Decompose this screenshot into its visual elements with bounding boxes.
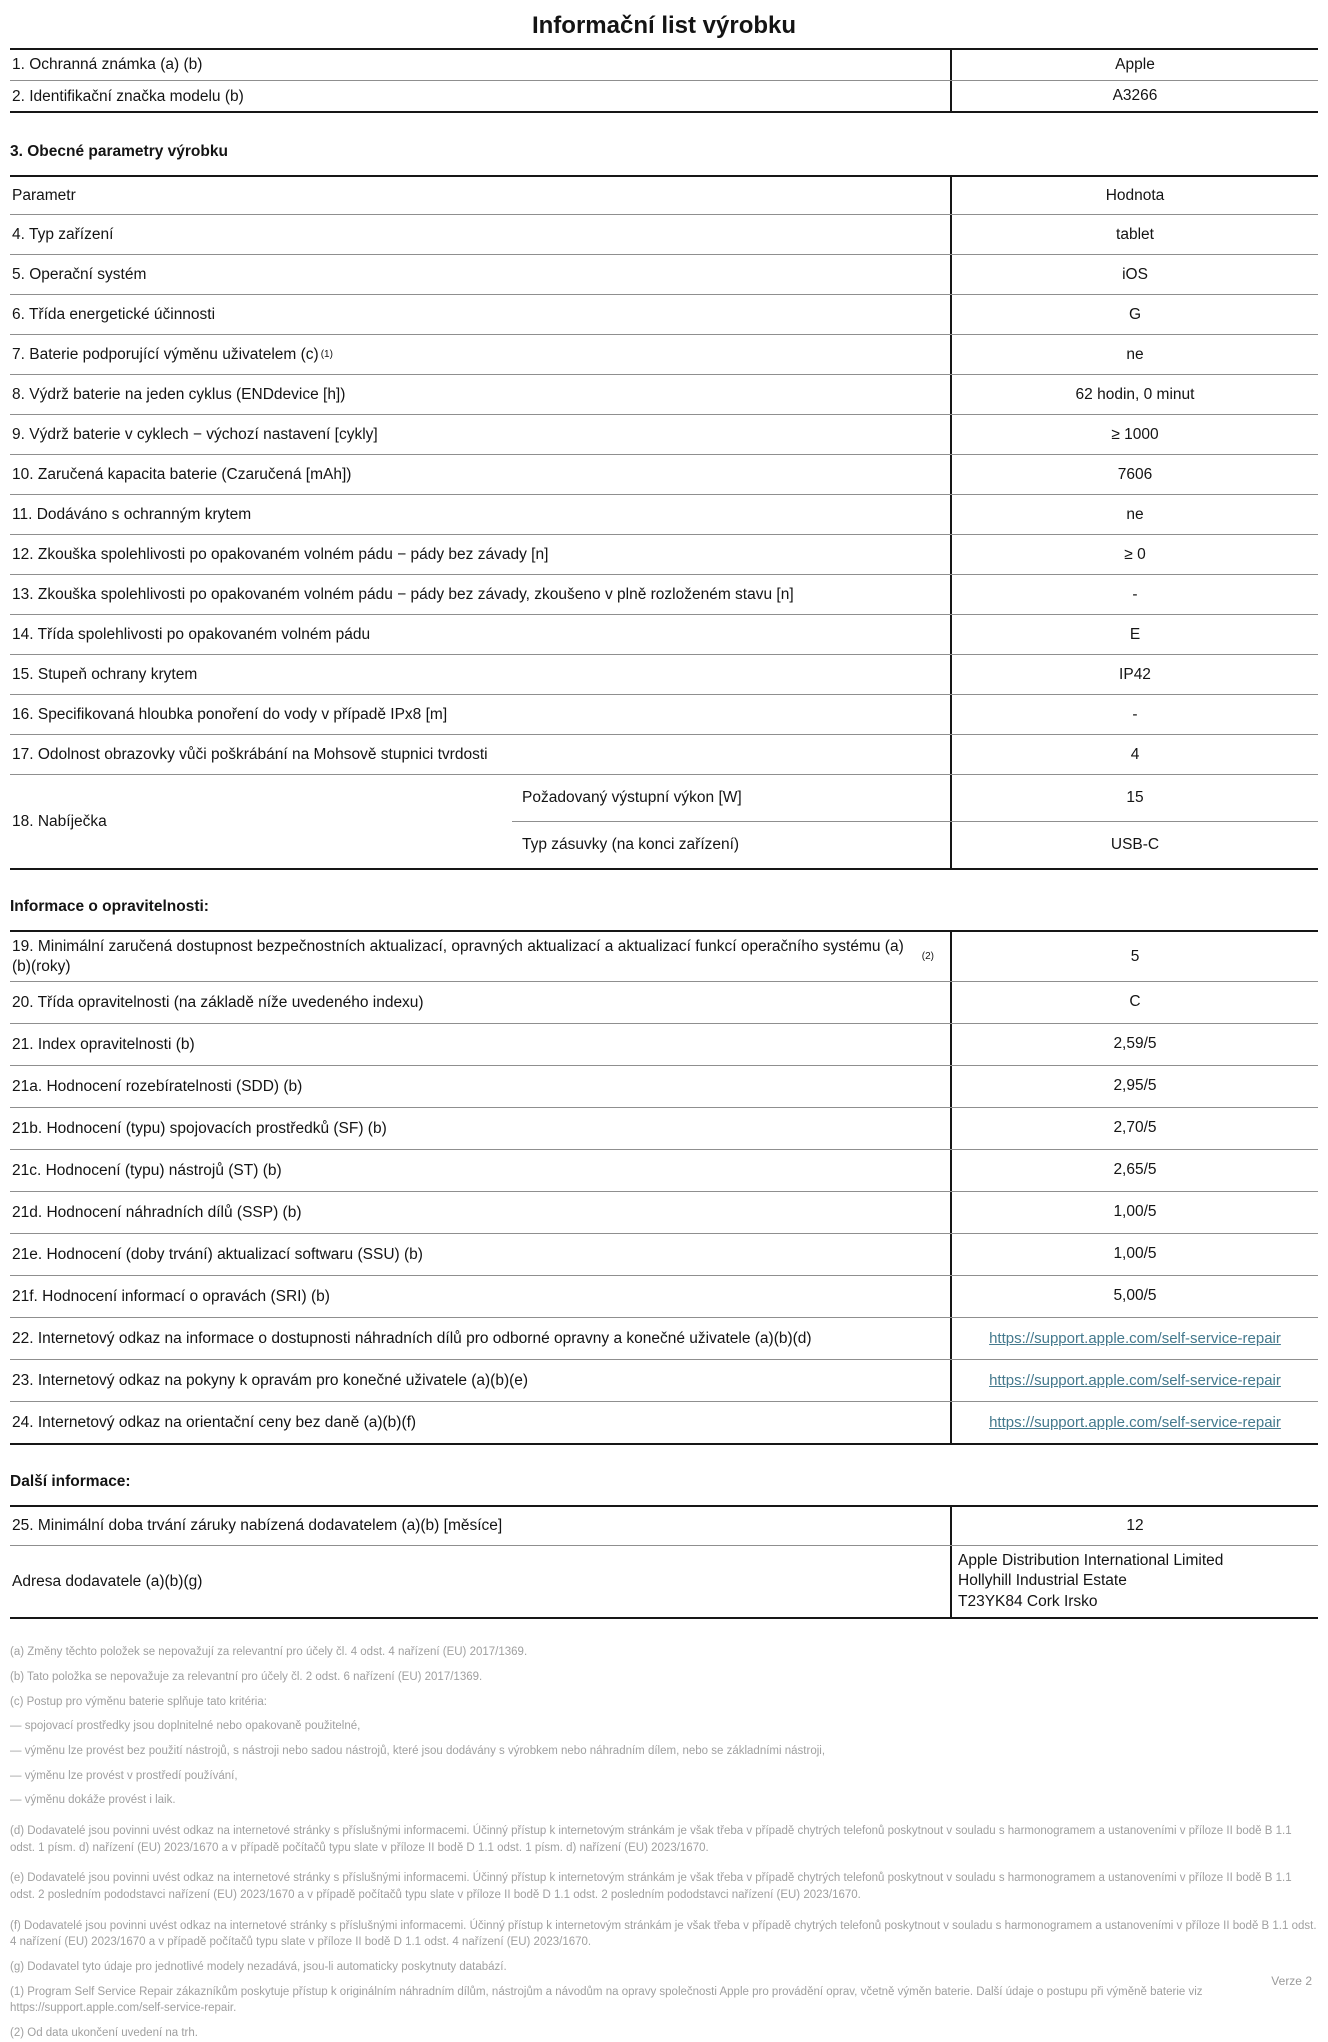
row-label: 10. Zaručená kapacita baterie (Czaručená [mAh]) bbox=[12, 466, 352, 484]
table-row bbox=[10, 374, 1318, 414]
section-heading-general: 3. Obecné parametry výrobku bbox=[10, 143, 228, 161]
charger-subrow bbox=[512, 821, 1318, 868]
row-value: 7606 bbox=[950, 455, 1318, 494]
product-information-sheet bbox=[0, 12, 1328, 2040]
subrow-value: 15 bbox=[950, 775, 1318, 821]
table-row bbox=[10, 294, 1318, 334]
table-row bbox=[10, 1149, 1318, 1191]
row-label: 21b. Hodnocení (typu) spojovacích prostředků (SF) (b) bbox=[12, 1119, 387, 1137]
footnote-g: (g) Dodavatel tyto údaje pro jednotlivé modely nezadává, jsou-li automaticky poskytnuty databází. bbox=[10, 1961, 507, 1974]
table-header-row bbox=[10, 177, 1318, 214]
row-value bbox=[950, 1318, 1318, 1359]
table-row-trademark bbox=[10, 50, 1318, 80]
table-row bbox=[10, 981, 1318, 1023]
charger-subtable bbox=[512, 775, 1318, 868]
address-line: Apple Distribution International Limited bbox=[958, 1552, 1224, 1570]
section-heading-repairability: Informace o opravitelnosti: bbox=[10, 898, 209, 916]
table-row-charger bbox=[10, 774, 1318, 868]
row-label: 8. Výdrž baterie na jeden cyklus (ENDdevice [h]) bbox=[12, 386, 346, 404]
row-value bbox=[950, 1402, 1318, 1443]
row-value: C bbox=[950, 982, 1318, 1023]
column-header-value: Hodnota bbox=[950, 177, 1318, 214]
row-value: - bbox=[950, 695, 1318, 734]
row-value: E bbox=[950, 615, 1318, 654]
row-value: tablet bbox=[950, 215, 1318, 254]
table-row bbox=[10, 454, 1318, 494]
subrow-label: Požadovaný výstupní výkon [W] bbox=[522, 789, 742, 807]
row-label: 17. Odolnost obrazovky vůči poškrábání na Mohsově stupnici tvrdosti bbox=[12, 746, 488, 764]
address-line: Hollyhill Industrial Estate bbox=[958, 1572, 1127, 1590]
table-row bbox=[10, 932, 1318, 981]
table-row-model bbox=[10, 80, 1318, 111]
row-value: ne bbox=[950, 495, 1318, 534]
row-value: 1,00/5 bbox=[950, 1234, 1318, 1275]
row-value: 2,95/5 bbox=[950, 1066, 1318, 1107]
charger-subrow bbox=[512, 775, 1318, 821]
footnote-c-item: — výměnu lze provést bez použití nástrojů, s nástroji nebo sadou nástrojů, které jsou dodávány s výrobkem nebo náhradním dílem, nebo se základními nástroji, bbox=[10, 1745, 826, 1758]
row-value: 5 bbox=[950, 932, 1318, 981]
table-row bbox=[10, 614, 1318, 654]
row-value: 1,00/5 bbox=[950, 1192, 1318, 1233]
row-value: IP42 bbox=[950, 655, 1318, 694]
row-value: iOS bbox=[950, 255, 1318, 294]
table-row bbox=[10, 734, 1318, 774]
row-value: G bbox=[950, 295, 1318, 334]
row-label: 2. Identifikační značka modelu (b) bbox=[12, 87, 244, 105]
supplier-address bbox=[950, 1546, 1318, 1617]
table-row bbox=[10, 1275, 1318, 1317]
row-label: 4. Typ zařízení bbox=[12, 226, 114, 244]
footnote-c-item: — spojovací prostředky jsou doplnitelné nebo opakovaně použitelné, bbox=[10, 1720, 361, 1733]
footnote-b: (b) Tato položka se nepovažuje za relevantní pro účely čl. 2 odst. 6 nařízení (EU) 2017/1369. bbox=[10, 1671, 483, 1684]
row-label: 14. Třída spolehlivosti po opakovaném volném pádu bbox=[12, 626, 371, 644]
row-value: ≥ 1000 bbox=[950, 415, 1318, 454]
footnote-d: (d) Dodavatelé jsou povinni uvést odkaz na internetové stránky s příslušnými informacemi. Účinný přístup k internetovým stránkám je však třeba v případě chytrých telefonů poskytnout v souladu s harmonogramem a ustanoveními v příloze II bodě B 1.1 odst. 1 písm. d) nařízení (EU) 2023/1670 a v případě počítačů typu slate v příloze II bodě D 1.1 odst. 1 písm. d) nařízení (EU) 2023/1670. bbox=[10, 1825, 1292, 1854]
row-label: 6. Třída energetické účinnosti bbox=[12, 306, 216, 324]
footnote-2: (2) Od data ukončení uvedení na trh. bbox=[10, 2027, 198, 2040]
table-row bbox=[10, 694, 1318, 734]
row-label: 25. Minimální doba trvání záruky nabízená dodavatelem (a)(b) [měsíce] bbox=[12, 1517, 503, 1535]
row-value: Apple bbox=[950, 50, 1318, 80]
table-row bbox=[10, 1191, 1318, 1233]
row-label: 7. Baterie podporující výměnu uživatelem (c) (1) bbox=[12, 346, 333, 364]
version-label: Verze 2 bbox=[1271, 1974, 1312, 1988]
table-row bbox=[10, 1317, 1318, 1359]
footnote-c-item: — výměnu dokáže provést i laik. bbox=[10, 1794, 176, 1807]
row-label: 22. Internetový odkaz na informace o dostupnosti náhradních dílů pro odborné opravny a konečné uživatele (a)(b)(d) bbox=[12, 1329, 812, 1347]
row-value: 4 bbox=[950, 735, 1318, 774]
table-row bbox=[10, 1401, 1318, 1443]
row-value: 5,00/5 bbox=[950, 1276, 1318, 1317]
indicative-prices-link[interactable]: https://support.apple.com/self-service-repair bbox=[989, 1413, 1281, 1431]
row-label: 21c. Hodnocení (typu) nástrojů (ST) (b) bbox=[12, 1161, 282, 1179]
page-title: Informační list výrobku bbox=[531, 12, 797, 39]
column-header-parameter: Parametr bbox=[12, 187, 76, 205]
footnote-a: (a) Změny těchto položek se nepovažují za relevantní pro účely čl. 4 odst. 4 nařízení (EU) 2017/1369. bbox=[10, 1646, 528, 1659]
trademark-table bbox=[10, 48, 1318, 113]
table-row bbox=[10, 254, 1318, 294]
row-label: 23. Internetový odkaz na pokyny k opravám pro konečné uživatele (a)(b)(e) bbox=[12, 1371, 529, 1389]
row-label: 18. Nabíječka bbox=[12, 812, 107, 830]
footnotes bbox=[10, 1644, 1318, 2041]
row-value: ne bbox=[950, 335, 1318, 374]
table-row bbox=[10, 1233, 1318, 1275]
row-label: 21e. Hodnocení (doby trvání) aktualizací softwaru (SSU) (b) bbox=[12, 1245, 423, 1263]
row-label: 24. Internetový odkaz na orientační ceny bez daně (a)(b)(f) bbox=[12, 1413, 417, 1431]
table-row bbox=[10, 214, 1318, 254]
table-row bbox=[10, 334, 1318, 374]
row-value: 2,70/5 bbox=[950, 1108, 1318, 1149]
subrow-label: Typ zásuvky (na konci zařízení) bbox=[522, 836, 740, 854]
row-label: 12. Zkouška spolehlivosti po opakovaném volném pádu − pády bez závady [n] bbox=[12, 546, 549, 564]
row-label: 1. Ochranná známka (a) (b) bbox=[12, 56, 203, 74]
additional-info-table bbox=[10, 1505, 1318, 1619]
table-row bbox=[10, 654, 1318, 694]
table-row bbox=[10, 1065, 1318, 1107]
row-label: 13. Zkouška spolehlivosti po opakovaném volném pádu − pády bez závady, zkoušeno v plně rozloženém stavu [n] bbox=[12, 586, 794, 604]
row-label: 21. Index opravitelnosti (b) bbox=[12, 1035, 195, 1053]
footnote-e: (e) Dodavatelé jsou povinni uvést odkaz na internetové stránky s příslušnými informacemi. Účinný přístup k internetovým stránkám je však třeba v případě chytrých telefonů poskytnout v souladu s harmonogramem a ustanoveními v příloze II bodě B 1.1 odst. 2 posledním pododstavci nařízení (EU) 2023/1670 a v případě počítačů typu slate v příloze II bodě D 1.1 odst. 2 posledním pododstavci nařízení (EU) 2023/1670. bbox=[10, 1872, 1292, 1902]
row-label: 20. Třída opravitelnosti (na základě níže uvedeného indexu) bbox=[12, 993, 424, 1011]
table-row-supplier-address bbox=[10, 1545, 1318, 1617]
table-row bbox=[10, 574, 1318, 614]
row-label: 15. Stupeň ochrany krytem bbox=[12, 666, 198, 684]
table-row-warranty bbox=[10, 1507, 1318, 1545]
repairability-table bbox=[10, 930, 1318, 1445]
row-label: 16. Specifikovaná hloubka ponoření do vody v případě IPx8 [m] bbox=[12, 706, 448, 724]
footnote-f: (f) Dodavatelé jsou povinni uvést odkaz na internetové stránky s příslušnými informacemi. Účinný přístup k internetovým stránkám je však třeba v případě chytrých telefonů poskytnout v souladu s harmonogramem a ustanoveními v příloze II bodě B 1.1 odst. 4 nařízení (EU) 2023/1670 a v případě počítačů typu slate v příloze II bodě D 1.1 odst. 4 nařízení (EU) 2023/1670. bbox=[10, 1919, 1317, 1949]
row-label: 21f. Hodnocení informací o opravách (SRI) (b) bbox=[12, 1287, 330, 1305]
row-label: 19. Minimální zaručená dostupnost bezpečnostních aktualizací, opravných aktualizací a aktualizací funkcí operačního systému (a)(b)(roky) (2) bbox=[12, 938, 934, 975]
section-heading-additional: Další informace: bbox=[10, 1473, 131, 1491]
row-value: A3266 bbox=[950, 81, 1318, 111]
table-row bbox=[10, 494, 1318, 534]
row-value bbox=[950, 1360, 1318, 1401]
table-row bbox=[10, 534, 1318, 574]
footnote-c: (c) Postup pro výměnu baterie splňuje tato kritéria: bbox=[10, 1695, 267, 1708]
row-label: 21d. Hodnocení náhradních dílů (SSP) (b) bbox=[12, 1203, 302, 1221]
footnote-c-item: — výměnu lze provést v prostředí používání, bbox=[10, 1769, 238, 1782]
subrow-value: USB-C bbox=[950, 822, 1318, 868]
address-line: T23YK84 Cork Irsko bbox=[958, 1592, 1098, 1610]
row-value: 2,65/5 bbox=[950, 1150, 1318, 1191]
row-value: ≥ 0 bbox=[950, 535, 1318, 574]
spare-parts-link[interactable]: https://support.apple.com/self-service-repair bbox=[989, 1329, 1281, 1347]
row-label: 5. Operační systém bbox=[12, 266, 147, 284]
table-row bbox=[10, 414, 1318, 454]
table-row bbox=[10, 1359, 1318, 1401]
row-value: 62 hodin, 0 minut bbox=[950, 375, 1318, 414]
table-row bbox=[10, 1023, 1318, 1065]
table-row bbox=[10, 1107, 1318, 1149]
row-value: 2,59/5 bbox=[950, 1024, 1318, 1065]
row-value: - bbox=[950, 575, 1318, 614]
repair-instructions-link[interactable]: https://support.apple.com/self-service-repair bbox=[989, 1371, 1281, 1389]
footnote-1: (1) Program Self Service Repair zákazníkům poskytuje přístup k originálním náhradním dílům, nástrojům a návodům na opravy společnosti Apple pro provádění oprav, včetně výměn baterie. Další údaje o postupu při výměně baterie viz https://support.apple.com/self-service-repair. bbox=[10, 1985, 1203, 2015]
row-label: 21a. Hodnocení rozebíratelnosti (SDD) (b) bbox=[12, 1077, 303, 1095]
general-parameters-table bbox=[10, 175, 1318, 870]
row-label: 11. Dodáváno s ochranným krytem bbox=[12, 506, 252, 524]
row-value: 12 bbox=[950, 1507, 1318, 1545]
row-label: 9. Výdrž baterie v cyklech − výchozí nastavení [cykly] bbox=[12, 426, 378, 444]
row-label: Adresa dodavatele (a)(b)(g) bbox=[12, 1573, 203, 1591]
